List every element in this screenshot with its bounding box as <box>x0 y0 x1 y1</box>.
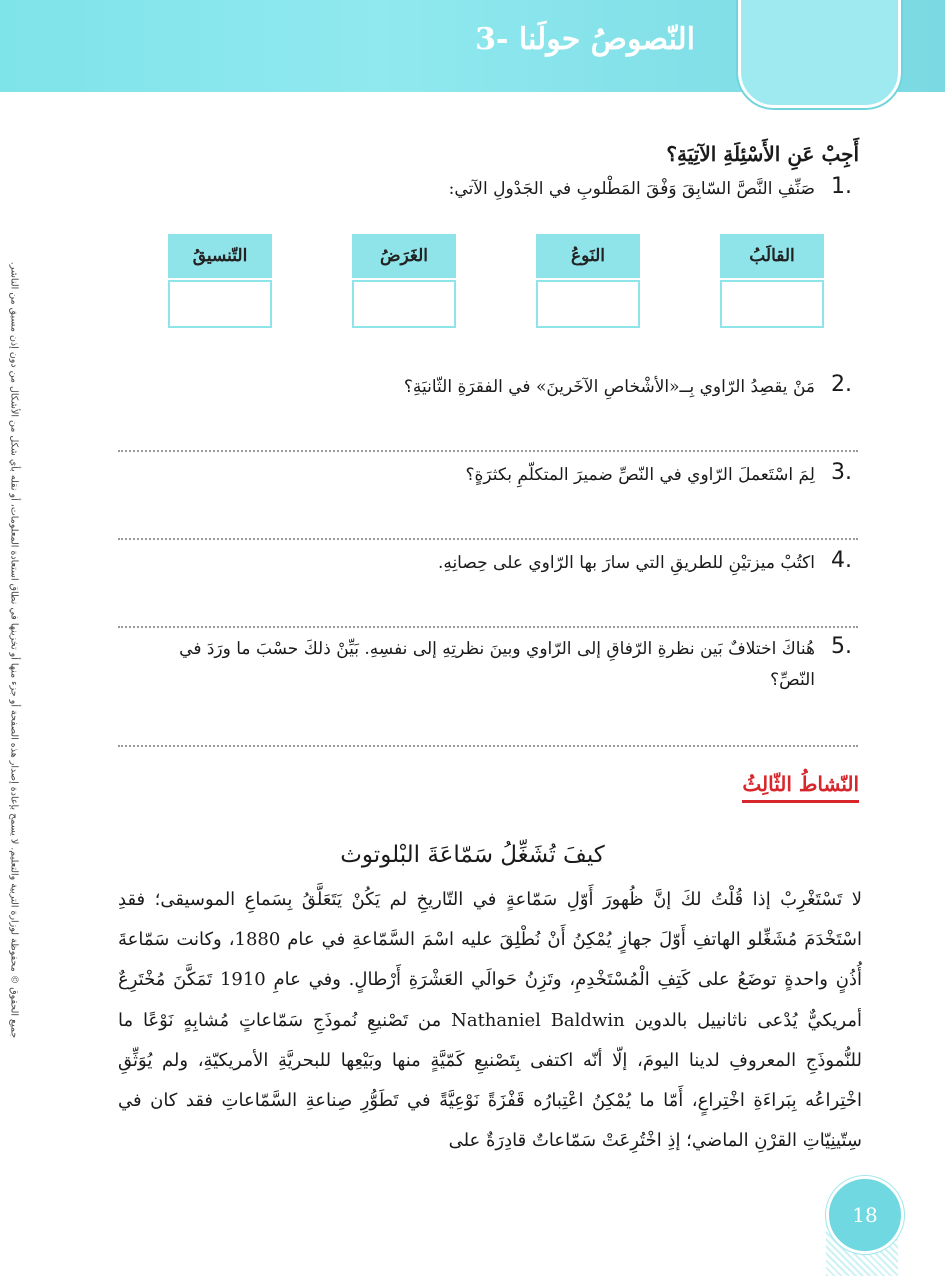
question-text: صَنِّفِ النَّصَّ السّابِقَ وَفْقَ المَطْلوبِ في الجَدْولِ الآتي: <box>448 179 815 199</box>
activity-title: النّشاطُ الثّالِثُ <box>742 772 859 803</box>
instructions-heading: أَجِبْ عَنِ الأَسْئِلَةِ الآتِيَةِ؟ <box>666 142 859 166</box>
copyright-note: جميع الحقوق © محفوظة لوزارة التربية والتعليم. لا يسمح بإعادة إصدار هذه الصفحة أو جزء منها أو تخزينها في نطاق استعادة المعلومات، أو نقله بأي شكل من الأشكال من دون إذن مسبق من الناشر. <box>8 261 20 1039</box>
table-header-form: القالَبُ <box>720 234 824 278</box>
table-cell-layout[interactable] <box>168 280 272 328</box>
table-header-layout: التّنسيقُ <box>168 234 272 278</box>
question-number: .4 <box>831 548 852 573</box>
question-number: .1 <box>831 174 852 199</box>
question-4 <box>129 548 859 579</box>
question-number: .2 <box>831 372 852 397</box>
question-text: مَنْ يقصِدُ الرّاوي بِــ«الأشْخاصِ الآخَرينَ» في الفقرَةِ الثّانيَةِ؟ <box>403 377 815 397</box>
page-title: النّصوصُ حولَنا -3 <box>475 22 695 57</box>
copyright-sidebar <box>8 261 30 1039</box>
article-body: لا تَسْتَغْرِبْ إذا قُلْتُ لكَ إنَّ ظُهورَ أَوّلِ سَمّاعةٍ في التّاريخِ لم يَكُنْ يَتَعَلَّقُ بِسَماعِ الموسيقى؛ فقدِ اسْتَخْدَمَ مُشَغِّلو الهاتفِ أَوّلَ جهازٍ يُمْكِنُ أَنْ نُطْلِقَ عليه اسْمَ السَّمّاعةِ في عام 1880، وكانت سَمّاعةَ أُذُنٍ واحدةٍ توضَعُ على كَتِفِ الْمُسْتَخْدِمِ، وتَزِنُ حَوالَي العَشْرَةِ أَرْطالٍ. وفي عامِ 1910 تَمَكَّنَ مُخْتَرِعٌ أمريكيٌّ يُدْعى ناثانييل بالدوين Nathaniel Baldwin من تَصْنيعِ نُموذَجِ سَمّاعاتٍ مُشابِهٍ نَوْعًا ما للنُّموذَجِ المعروفِ لدينا اليومَ، إلّا أنّه اكتفى بِتَصْنيعِ كَمّيَّةٍ منها وبَيْعِها للبحريَّةِ الأمريكيّةِ، ولم يُوَثِّقِ اخْتِراعُه بِبَراءَةِ اخْتِراعٍ، أَمّا ما يُمْكِنُ اعْتِبارُه قَفْزَةً نَوْعِيَّةً في تَطَوُّرِ صِناعةِ السَّمّاعاتِ فقد كان في سِتّينِيّاتِ القرْنِ الماضي؛ إذِ اخْتُرِعَتْ سَمّاعاتٌ قادِرَةٌ على <box>118 889 863 1152</box>
question-number: .5 <box>831 634 852 659</box>
question-3 <box>129 460 859 491</box>
question-2 <box>129 372 859 403</box>
table-cell-form[interactable] <box>720 280 824 328</box>
table-header-purpose: الغَرَضُ <box>352 234 456 278</box>
answer-line[interactable] <box>118 626 858 628</box>
answer-line[interactable] <box>118 745 858 747</box>
question-text: لِمَ اسْتَعملَ الرّاوي في النّصِّ ضميرَ المتكلّمِ بكثرَةٍ؟ <box>465 465 815 485</box>
question-text: اكتُبْ ميزتيْنِ للطريقِ التي سارَ بها الرّاوي على حِصانِهِ. <box>437 553 815 573</box>
question-5 <box>129 634 859 695</box>
page-number: 18 <box>826 1176 904 1254</box>
table-header-type: النَوعُ <box>536 234 640 278</box>
table-cell-type[interactable] <box>536 280 640 328</box>
question-text: هُناكَ اختلافٌ بَين نظرةِ الرّفاقِ إلى الرّاوي وبينَ نظرتِهِ إلى نفسِهِ. بَيِّنْ ذلكَ حسْبَ ما ورَدَ في النّصِّ؟ <box>179 639 815 690</box>
answer-line[interactable] <box>118 450 858 452</box>
question-number: .3 <box>831 460 852 485</box>
question-1 <box>129 174 859 205</box>
header-tab <box>738 0 901 108</box>
article-title: كيفَ تُشَغِّلُ سَمّاعَةَ البْلوتوث <box>340 842 605 868</box>
answer-line[interactable] <box>118 538 858 540</box>
table-cell-purpose[interactable] <box>352 280 456 328</box>
